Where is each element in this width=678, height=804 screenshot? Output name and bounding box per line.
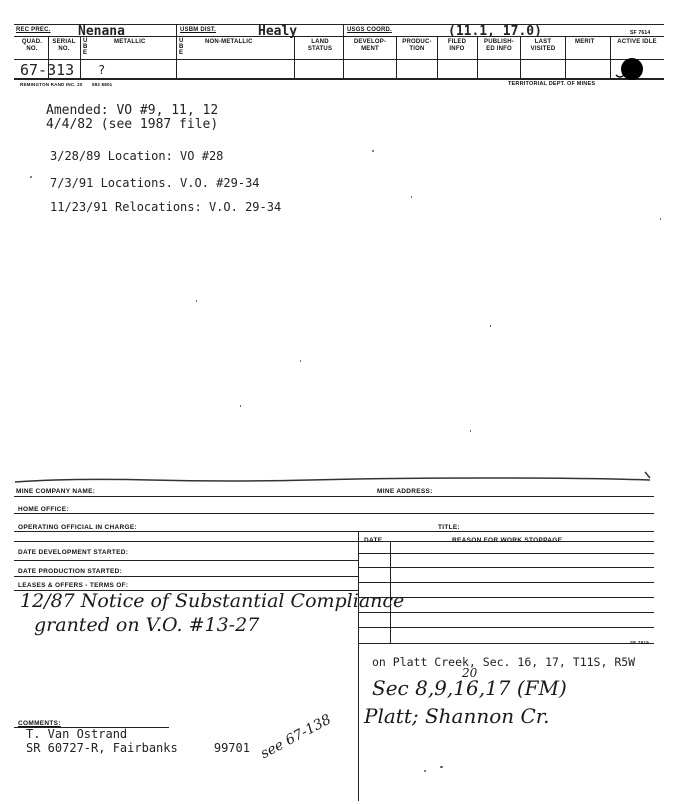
- handwritten-sec-super: 20: [462, 666, 478, 680]
- active-idle-label: ACTIVE IDLE: [617, 39, 657, 45]
- usgs-coord-value: (11.1, 17.0): [448, 24, 542, 39]
- operating-official-label: OPERATING OFFICIAL IN CHARGE:: [18, 524, 137, 531]
- land-status-label: LAND STATUS: [307, 39, 333, 52]
- note-1987-file: 4/4/82 (see 1987 file): [46, 117, 219, 132]
- reason-col-label: REASON FOR WORK STOPPAGE: [452, 537, 563, 544]
- form-code-right: SF 7615: [630, 640, 650, 645]
- header-value-rule-top: [14, 59, 664, 60]
- published-info-label: PUBLISH-ED INFO: [484, 39, 514, 52]
- location-typed: on Platt Creek, Sec. 16, 17, T11S, R5W: [372, 655, 636, 669]
- form-top-edge: [10, 468, 660, 492]
- date-col-label: DATE: [364, 537, 383, 544]
- usbm-dist-value: Healy: [258, 24, 298, 39]
- note-1991-locations: 7/3/91 Locations. V.O. #29-34: [50, 176, 260, 190]
- last-visited-label: LAST VISITED: [530, 39, 556, 52]
- prod-started-label: DATE PRODUCTION STARTED:: [18, 568, 123, 575]
- note-1991-relocations: 11/23/91 Relocations: V.O. 29-34: [50, 200, 282, 214]
- metallic-codes: U B E: [83, 38, 88, 56]
- leases-label: LEASES & OFFERS - TERMS OF:: [18, 582, 129, 589]
- printer-note: REMINGTON RAND INC. 20: [20, 82, 83, 87]
- quad-value: 67-313: [20, 61, 75, 79]
- serial-value: ?: [98, 63, 106, 77]
- mine-address-label: MINE ADDRESS:: [377, 488, 433, 495]
- merit-label: MERIT: [575, 39, 595, 45]
- mine-company-label: MINE COMPANY NAME:: [16, 488, 96, 495]
- nonmetallic-codes: U B E: [179, 38, 184, 56]
- rec-prec-label: REC PREC.: [16, 27, 51, 33]
- metallic-label: METALLIC: [114, 39, 146, 45]
- usgs-coord-label: USGS COORD.: [347, 27, 392, 33]
- filed-info-label: FILED INFO: [447, 39, 467, 52]
- dept-label: TERRITORIAL DEPT. OF MINES: [508, 81, 596, 87]
- note-1989-location: 3/28/89 Location: VO #28: [50, 149, 224, 163]
- comments-label: COMMENTS:: [18, 720, 61, 727]
- header-bottom-rule: [14, 78, 664, 80]
- printer-codes: 682 8801: [92, 82, 113, 87]
- production-label: PRODUC-TION: [402, 39, 432, 52]
- comments-line1: T. Van Ostrand: [26, 727, 128, 741]
- serial-label: SERIAL NO.: [52, 39, 76, 52]
- development-label: DEVELOP-MENT: [353, 39, 387, 52]
- usbm-dist-label: USBM DIST.: [180, 27, 217, 33]
- home-office-label: HOME OFFICE:: [18, 506, 69, 513]
- quad-label: QUAD. NO.: [21, 39, 43, 52]
- handwritten-leases-line2: granted on V.O. #13-27: [34, 614, 260, 636]
- dev-started-label: DATE DEVELOPMENT STARTED:: [18, 549, 129, 556]
- form-number: SF 7614: [630, 30, 651, 36]
- handwritten-leases-line1: 12/87 Notice of Substantial Compliance: [20, 590, 405, 612]
- handwritten-see-note: see 67-138: [258, 711, 334, 763]
- note-amended: Amended: VO #9, 11, 12: [46, 103, 219, 118]
- handwritten-sec: Sec 8,9,16,17 (FM): [372, 676, 567, 700]
- title-label: TITLE:: [438, 524, 461, 531]
- nonmetallic-label: NON-METALLIC: [205, 39, 253, 45]
- comments-line2: SR 60727-R, Fairbanks 99701: [26, 741, 250, 755]
- handwritten-creek: Platt; Shannon Cr.: [364, 704, 550, 728]
- rec-prec-value: Nenana: [78, 24, 125, 39]
- active-indicator-dot: [612, 55, 648, 83]
